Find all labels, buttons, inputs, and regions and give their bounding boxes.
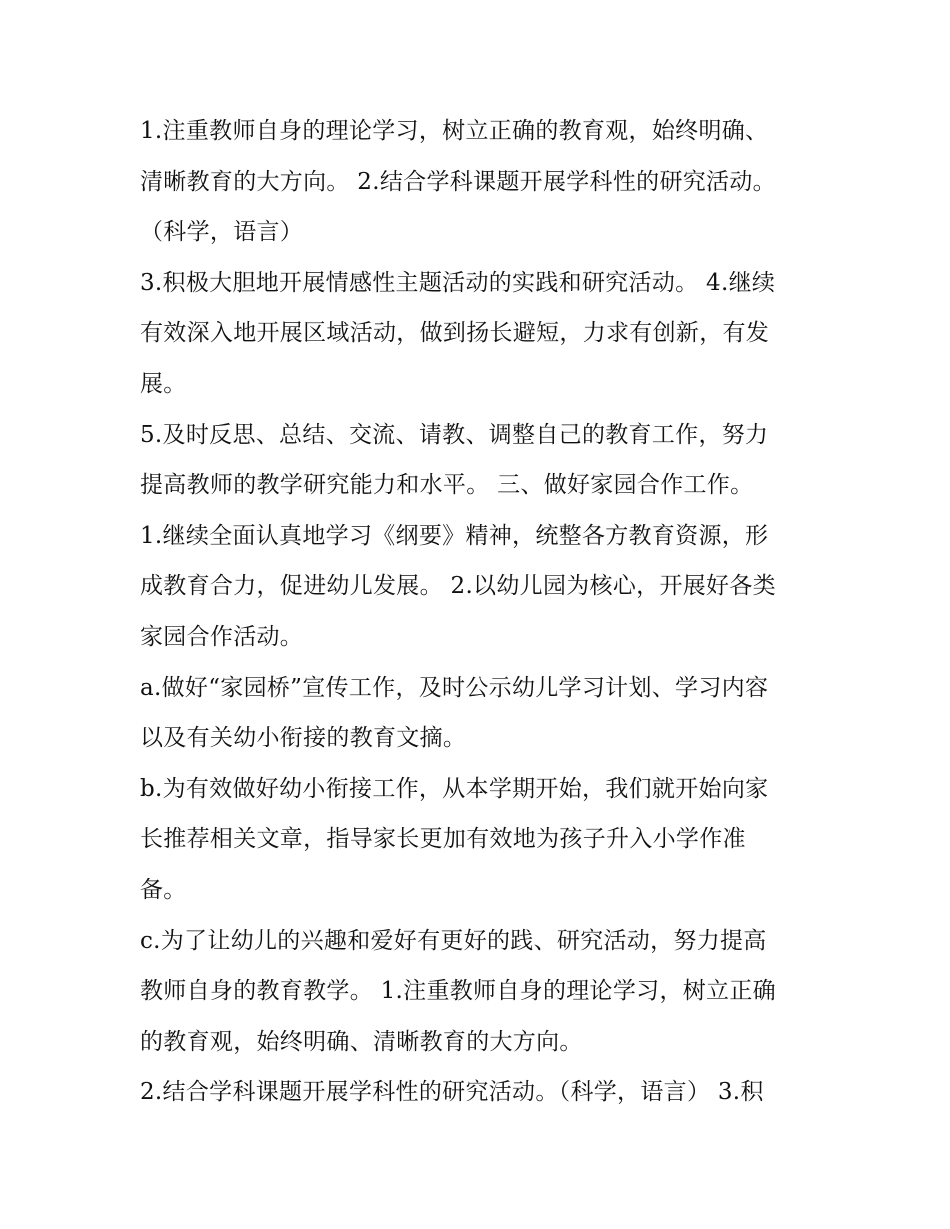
text-line: 备。 <box>140 876 187 903</box>
text-line: 长推荐相关文章，指导家长更加有效地为孩子升入小学作准 <box>140 826 746 853</box>
document-body <box>140 106 830 1118</box>
text-line: 1.注重教师自身的理论学习，树立正确的教育观，始终明确、 <box>140 118 769 144</box>
text-line: （科学，语言） <box>140 219 304 246</box>
text-line: 家园合作活动。 <box>140 623 304 650</box>
text-line: a.做好“家园桥”宣传工作，及时公示幼儿学习计划、学习内容 <box>140 674 769 701</box>
text-line: 1.继续全面认真地学习《纲要》精神，统整各方教育资源，形 <box>140 522 769 549</box>
text-line: 有效深入地开展区域活动，做到扬长避短，力求有创新，有发 <box>140 320 770 347</box>
text-line: 3.积极大胆地开展情感性主题活动的实践和研究活动。 4.继续 <box>140 269 776 296</box>
text-line: 以及有关幼小衔接的教育文摘。 <box>140 725 467 752</box>
text-line: 的教育观，始终明确、清晰教育的大方向。 <box>140 1028 583 1055</box>
text-line: c.为了让幼儿的兴趣和爱好有更好的践、研究活动，努力提高 <box>140 927 767 954</box>
text-line: 2.结合学科课题开展学科性的研究活动。（科学，语言） 3.积 <box>140 1079 764 1106</box>
text-line: 清晰教育的大方向。 2.结合学科课题开展学科性的研究活动。 <box>140 168 776 195</box>
text-line: 提高教师的教学研究能力和水平。 三、做好家园合作工作。 <box>140 472 754 499</box>
text-line: 教师自身的教育教学。 1.注重教师自身的理论学习，树立正确 <box>140 978 776 1005</box>
text-line: b.为有效做好幼小衔接工作，从本学期开始，我们就开始向家 <box>140 775 769 802</box>
text-line: 成教育合力，促进幼儿发展。 2.以幼儿园为核心，开展好各类 <box>140 573 776 600</box>
text-line: 展。 <box>140 370 187 397</box>
text-line: 5.及时反思、总结、交流、请教、调整自己的教育工作，努力 <box>140 421 769 448</box>
